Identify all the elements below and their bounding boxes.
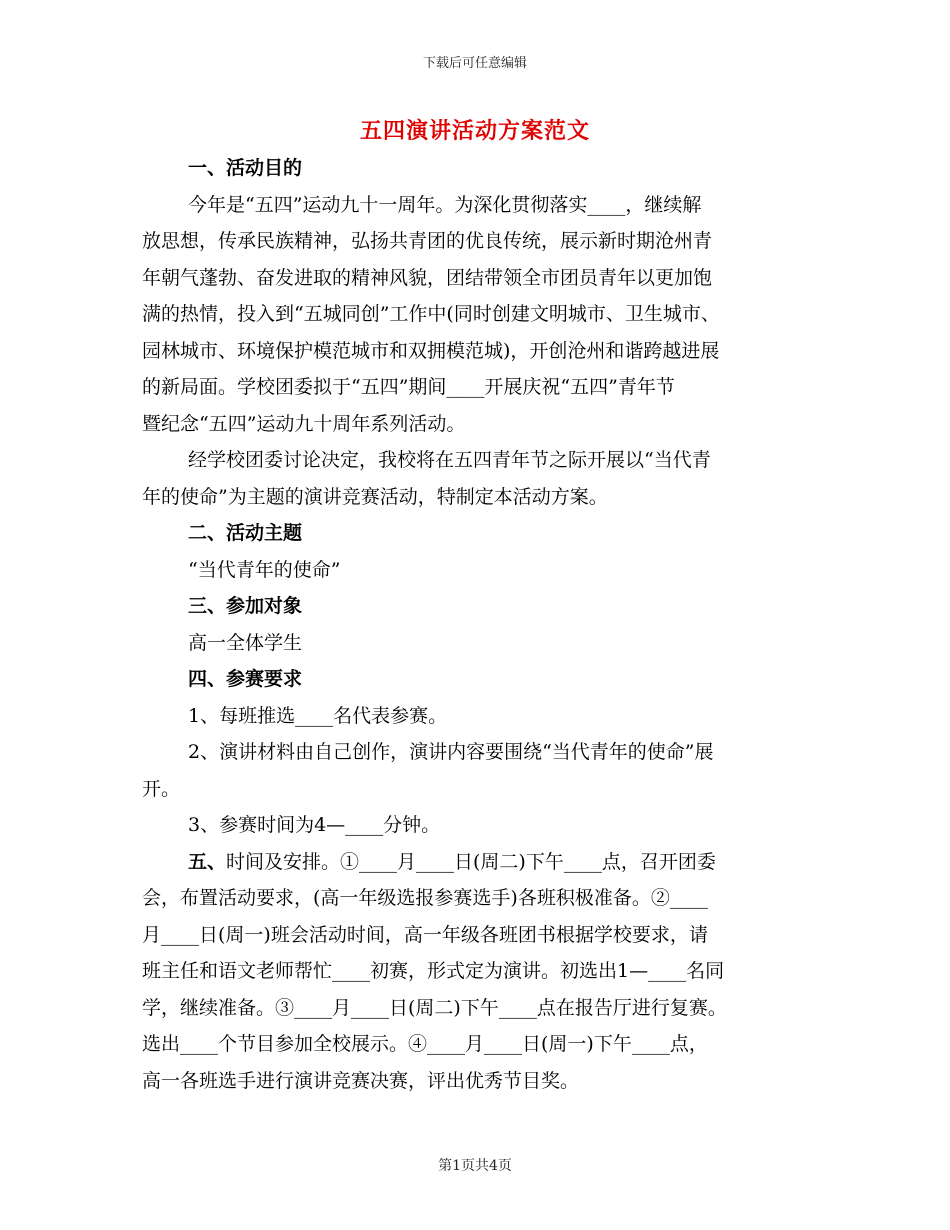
paragraph-line: 选出____个节目参加全校展示。④____月____日(周一)下午____点，: [142, 1033, 708, 1055]
paragraph-line: 今年是“五四”运动九十一周年。为深化贯彻落实____，继续解: [188, 193, 702, 216]
paragraph-line: 高一各班选手进行演讲竞赛决赛，评出优秀节目奖。: [142, 1069, 580, 1092]
paragraph-line: 班主任和语文老师帮忙____初赛，形式定为演讲。初选出1—____名同: [142, 960, 725, 982]
section-heading: 一、活动目的: [188, 157, 303, 179]
paragraph-line: 学，继续准备。③____月____日(周二)下午____点在报告厅进行复赛。: [142, 996, 727, 1019]
paragraph-line: 满的热情，投入到“五城同创”工作中(同时创建文明城市、卫生城市、: [142, 303, 720, 325]
paragraph-line: “当代青年的使命”: [188, 558, 341, 581]
paragraph-line: 园林城市、环境保护模范城市和双拥模范城)，开创沧州和谐跨越进展: [142, 339, 720, 362]
list-item: 1、每班推选____名代表参赛。: [188, 704, 448, 727]
section-heading: 三、参加对象: [188, 595, 303, 617]
paragraph-line: 年朝气蓬勃、奋发进取的精神风貌，团结带领全市团员青年以更加饱: [142, 266, 713, 289]
page-footer: 第1页共4页: [438, 1158, 512, 1174]
list-item: 开。: [142, 777, 181, 800]
document-title: 五四演讲活动方案范文: [359, 118, 590, 144]
document-body: [142, 150, 810, 1099]
paragraph-line: 暨纪念“五四”运动九十周年系列活动。: [142, 412, 466, 435]
section-heading: 四、参赛要求: [188, 668, 303, 690]
header-note: 下载后可任意编辑: [422, 56, 527, 71]
section-text: 时间及安排。①____月____日(周二)下午____点，召开团委: [226, 850, 716, 873]
paragraph-line: 高一全体学生: [188, 631, 303, 654]
paragraph-line: 放思想，传承民族精神，弘扬共青团的优良传统，展示新时期沧州青: [142, 230, 713, 252]
paragraph-line: 的新局面。学校团委拟于“五四”期间____开展庆祝“五四”青年节: [142, 376, 675, 398]
section-heading: 二、活动主题: [188, 522, 303, 544]
paragraph-line: 年的使命”为主题的演讲竞赛活动，特制定本活动方案。: [142, 485, 608, 508]
section-label: 五、: [188, 850, 227, 873]
list-item: 3、参赛时间为4—____分钟。: [188, 814, 441, 836]
list-item: 2、演讲材料由自己创作，演讲内容要围绕“当代青年的使命”展: [188, 741, 714, 763]
paragraph-line: 会，布置活动要求，(高一年级选报参赛选手)各班积极准备。②____: [142, 887, 708, 909]
paragraph-line: 经学校团委讨论决定，我校将在五四青年节之际开展以“当代青: [188, 449, 711, 471]
paragraph-line: [142, 844, 810, 881]
paragraph-line: 月____日(周一)班会活动时间，高一年级各班团书根据学校要求，请: [142, 923, 708, 946]
